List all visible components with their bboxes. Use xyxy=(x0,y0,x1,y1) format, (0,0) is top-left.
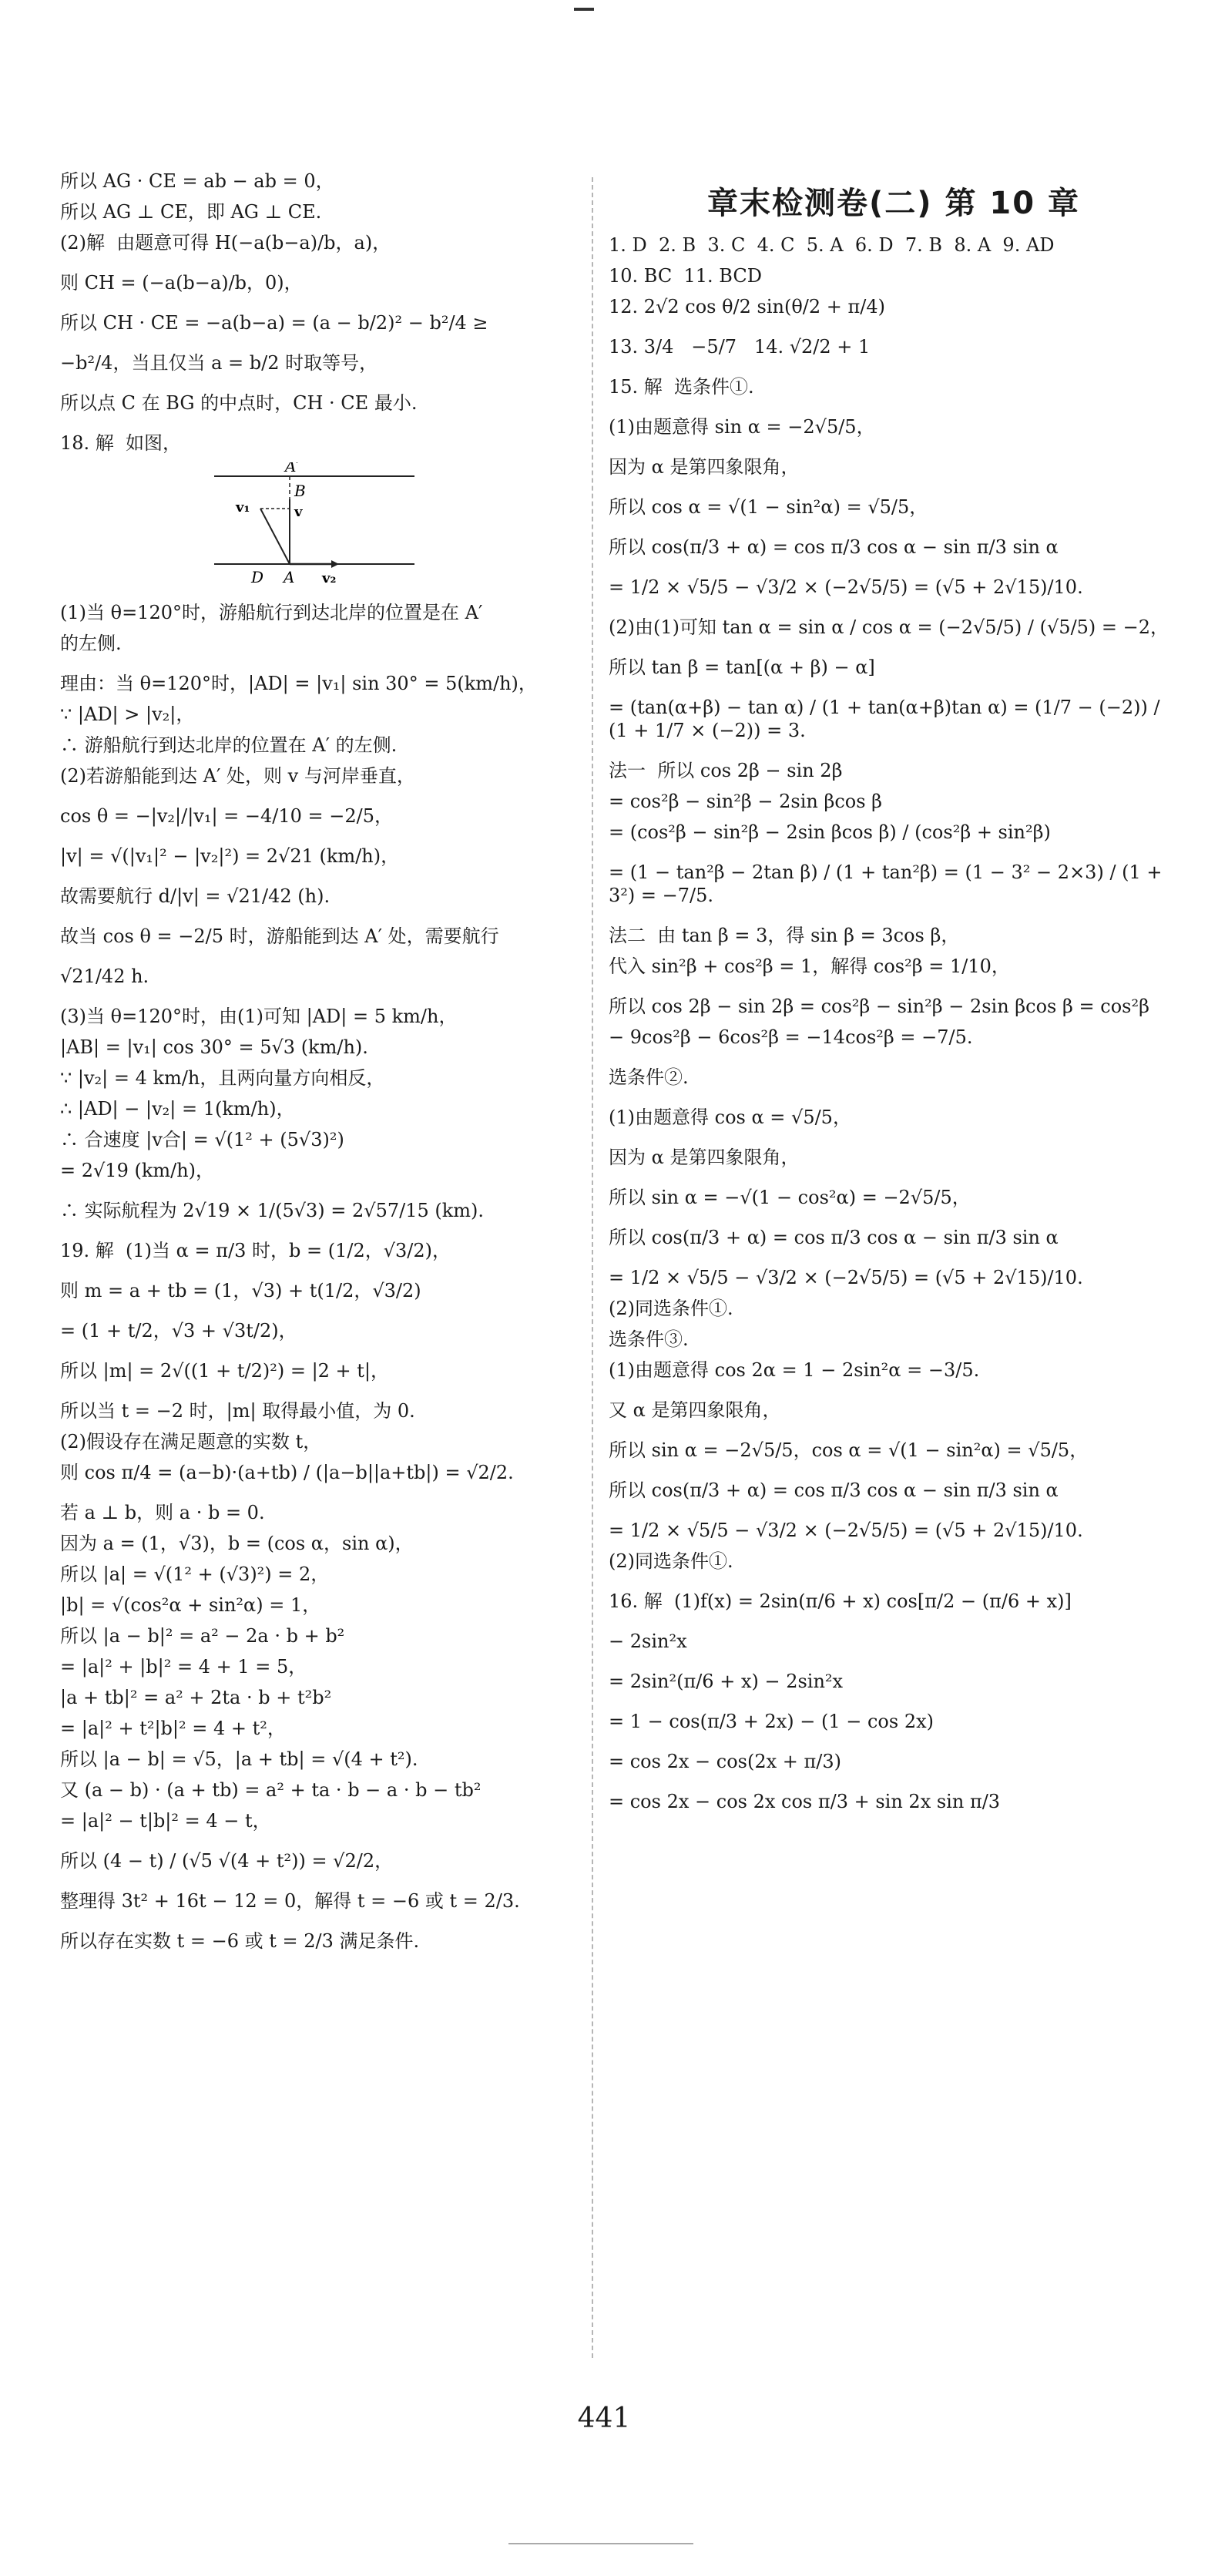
text-line: 所以 sin α = −√(1 − cos²α) = −2√5/5， xyxy=(609,1187,971,1208)
text-line: (2)解 由题意可得 H(−a(b−a)/b，a)， xyxy=(60,232,391,254)
text-line: 若 a ⊥ b，则 a · b = 0. xyxy=(60,1502,265,1523)
text-line: (2)同选条件①. xyxy=(609,1550,733,1572)
chapter-heading: 章末检测卷(二) 第 10 章 xyxy=(706,186,1080,221)
text-line: = 1 − cos(π/3 + 2x) − (1 − cos 2x) xyxy=(609,1711,934,1732)
label-b: B xyxy=(294,482,306,500)
text-line: = cos²β − sin²β − 2sin βcos β xyxy=(609,791,883,812)
text-line: = (1 − tan²β − 2tan β) / (1 + tan²β) = (1 − 3² − 2×3) / (1 + 3²) = −7/5. xyxy=(609,861,1169,906)
method-heading: 法一 所以 cos 2β − sin 2β xyxy=(609,760,843,781)
text-line: = (tan(α+β) − tan α) / (1 + tan(α+β)tan α) = (1/7 − (−2)) / (1 + 1/7 × (−2)) = 3. xyxy=(609,697,1166,741)
bottom-mark xyxy=(508,2543,693,2544)
text-line: 代入 sin²β + cos²β = 1，解得 cos²β = 1/10， xyxy=(609,956,1010,977)
text-line: 所以 cos(π/3 + α) = cos π/3 cos α − sin π/3 sin α xyxy=(609,1479,1059,1501)
text-line: (2)若游船能到达 A′ 处，则 v 与河岸垂直， xyxy=(60,765,415,787)
question-heading: 19. 解 (1)当 α = π/3 时，b = (1/2，√3/2)， xyxy=(60,1240,451,1261)
text-line: ∴ 合速度 |v合| = √(1² + (5√3)²) xyxy=(60,1129,344,1150)
text-line: 所以当 t = −2 时，|m| 取得最小值，为 0. xyxy=(60,1400,415,1422)
text-line: 则 CH = (−a(b−a)/b，0)， xyxy=(60,272,303,294)
text-line: 所以 CH · CE = −a(b−a) = (a − b/2)² − b²/4 ≥ xyxy=(60,312,488,334)
text-line: (2)假设存在满足题意的实数 t， xyxy=(60,1431,322,1453)
answer-line: 12. 2√2 cos θ/2 sin(θ/2 + π/4) xyxy=(609,296,886,317)
label-v2: v₂ xyxy=(322,570,337,586)
text-line: ∵ |v₂| = 4 km/h，且两向量方向相反， xyxy=(60,1067,385,1089)
text-line: 所以 AG ⊥ CE，即 AG ⊥ CE. xyxy=(60,201,322,223)
text-line: 的左侧. xyxy=(60,633,122,654)
text-line: |v| = √(|v₁|² − |v₂|²) = 2√21 (km/h)， xyxy=(60,845,400,867)
text-line: = 2sin²(π/6 + x) − 2sin²x xyxy=(609,1671,844,1692)
left-column xyxy=(60,170,584,1970)
text-line: 所以 |a| = √(1² + (√3)²) = 2， xyxy=(60,1563,330,1585)
text-line: = 1/2 × √5/5 − √3/2 × (−2√5/5) = (√5 + 2√15)/10. xyxy=(609,1267,1083,1288)
text-line: = |a|² − t|b|² = 4 − t， xyxy=(60,1810,271,1832)
text-line: 因为 α 是第四象限角， xyxy=(609,1147,800,1168)
right-column xyxy=(609,170,1179,1830)
text-line: = cos 2x − cos 2x cos π/3 + sin 2x sin π/3 xyxy=(609,1791,1001,1812)
question-heading: 18. 解 如图， xyxy=(60,432,182,454)
text-line: ∴ 实际航程为 2√19 × 1/(5√3) = 2√57/15 (km). xyxy=(60,1200,485,1221)
method-heading: 法二 由 tan β = 3，得 sin β = 3cos β， xyxy=(609,925,960,946)
text-line: = 2√19 (km/h)， xyxy=(60,1160,215,1181)
text-line: |a + tb|² = a² + 2ta · b + t²b² xyxy=(60,1687,332,1708)
text-line: 所以存在实数 t = −6 或 t = 2/3 满足条件. xyxy=(60,1930,420,1952)
column-divider xyxy=(592,177,593,2358)
text-line: ∴ 游船航行到达北岸的位置在 A′ 的左侧. xyxy=(60,734,398,756)
text-line: (1)由题意得 sin α = −2√5/5， xyxy=(609,416,875,438)
text-line: 所以点 C 在 BG 的中点时，CH · CE 最小. xyxy=(60,392,418,414)
answer-line: 13. 3/4 −5/7 14. √2/2 + 1 xyxy=(609,336,871,358)
text-line: = |a|² + |b|² = 4 + 1 = 5， xyxy=(60,1656,307,1678)
v1-vector xyxy=(260,509,290,564)
page-number: 441 xyxy=(577,2403,631,2434)
label-d: D xyxy=(251,568,264,586)
text-line: 所以 sin α = −2√5/5，cos α = √(1 − sin²α) = √5/5， xyxy=(609,1439,1089,1461)
text-line: 则 cos π/4 = (a−b)·(a+tb) / (|a−b||a+tb|) = √2/2. xyxy=(60,1462,514,1483)
text-line: 所以 |a − b| = √5，|a + tb| = √(4 + t²). xyxy=(60,1748,418,1770)
text-line: −b²/4，当且仅当 a = b/2 时取等号， xyxy=(60,352,378,374)
text-line: 整理得 3t² + 16t − 12 = 0，解得 t = −6 或 t = 2/3. xyxy=(60,1890,520,1912)
text-line: − 2sin²x xyxy=(609,1631,687,1652)
text-line: (1)由题意得 cos α = √5/5， xyxy=(609,1107,851,1128)
text-line: √21/42 h. xyxy=(60,966,149,987)
question-heading: 15. 解 选条件①. xyxy=(609,376,754,398)
text-line: ∴ |AD| − |v₂| = 1(km/h)， xyxy=(60,1098,295,1120)
text-line: 所以 cos 2β − sin 2β = cos²β − sin²β − 2sin βcos β = cos²β xyxy=(609,996,1149,1017)
text-line: 所以 (4 − t) / (√5 √(4 + t²)) = √2/2， xyxy=(60,1850,394,1872)
text-line: ∵ |AD| > |v₂|， xyxy=(60,704,195,725)
text-line: 所以 AG · CE = ab − ab = 0， xyxy=(60,170,334,192)
v2-arrowhead xyxy=(331,560,339,568)
text-line: 理由：当 θ=120°时，|AD| = |v₁| sin 30° = 5(km/h)， xyxy=(60,673,537,694)
text-line: (1)当 θ=120°时，游船航行到达北岸的位置是在 A′ xyxy=(60,602,483,623)
text-line: 因为 α 是第四象限角， xyxy=(609,456,800,478)
text-line: 又 (a − b) · (a + tb) = a² + ta · b − a · b − tb² xyxy=(60,1779,482,1801)
text-line: 所以 cos(π/3 + α) = cos π/3 cos α − sin π/3 sin α xyxy=(609,1227,1059,1248)
text-line: = (cos²β − sin²β − 2sin βcos β) / (cos²β + sin²β) xyxy=(609,821,1051,843)
text-line: 所以 tan β = tan[(α + β) − α] xyxy=(609,657,875,678)
text-line: 选条件②. xyxy=(609,1066,689,1088)
text-line: 故当 cos θ = −2/5 时，游船能到达 A′ 处，需要航行 xyxy=(60,925,499,947)
text-line: 故需要航行 d/|v| = √21/42 (h). xyxy=(60,885,331,907)
text-line: = (1 + t/2，√3 + √3t/2)， xyxy=(60,1320,297,1342)
text-line: |b| = √(cos²α + sin²α) = 1， xyxy=(60,1594,321,1616)
text-line: 所以 |a − b|² = a² − 2a · b + b² xyxy=(60,1625,345,1647)
text-line: (3)当 θ=120°时，由(1)可知 |AD| = 5 km/h， xyxy=(60,1006,458,1027)
answer-line: 10. BC 11. BCD xyxy=(609,265,762,287)
text-line: = 1/2 × √5/5 − √3/2 × (−2√5/5) = (√5 + 2√15)/10. xyxy=(609,576,1083,598)
question-heading: 16. 解 (1)f(x) = 2sin(π/6 + x) cos[π/2 − (π/6 + x)] xyxy=(609,1590,1072,1612)
text-line: = 1/2 × √5/5 − √3/2 × (−2√5/5) = (√5 + 2√15)/10. xyxy=(609,1520,1083,1541)
text-line: cos θ = −|v₂|/|v₁| = −4/10 = −2/5， xyxy=(60,805,394,827)
text-line: 则 m = a + tb = (1，√3) + t(1/2，√3/2) xyxy=(60,1280,421,1301)
text-line: |AB| = |v₁| cos 30° = 5√3 (km/h). xyxy=(60,1036,368,1058)
river-figure xyxy=(214,462,414,586)
text-line: (2)同选条件①. xyxy=(609,1298,733,1319)
text-line: 选条件③. xyxy=(609,1328,689,1350)
text-line: 所以 |m| = 2√((1 + t/2)²) = |2 + t|， xyxy=(60,1360,390,1382)
text-line: 所以 cos(π/3 + α) = cos π/3 cos α − sin π/3 sin α xyxy=(609,536,1059,558)
text-line: 因为 a = (1，√3)，b = (cos α，sin α)， xyxy=(60,1533,414,1554)
text-line: 又 α 是第四象限角， xyxy=(609,1399,781,1421)
label-a-prime: A′ xyxy=(285,462,300,475)
text-line: (2)由(1)可知 tan α = sin α / cos α = (−2√5/5) / (√5/5) = −2， xyxy=(609,616,1169,638)
label-v1: v₁ xyxy=(236,499,250,516)
text-line: = |a|² + t²|b|² = 4 + t²， xyxy=(60,1718,286,1739)
text-line: = cos 2x − cos(2x + π/3) xyxy=(609,1751,841,1772)
label-a: A xyxy=(284,568,295,586)
top-mark xyxy=(574,8,594,11)
text-line: (1)由题意得 cos 2α = 1 − 2sin²α = −3/5. xyxy=(609,1359,980,1381)
text-line: 所以 cos α = √(1 − sin²α) = √5/5， xyxy=(609,496,928,518)
label-v: v xyxy=(294,504,303,520)
answer-line: 1. D 2. B 3. C 4. C 5. A 6. D 7. B 8. A 9. AD xyxy=(609,234,1055,256)
river-diagram xyxy=(214,462,414,586)
text-line: − 9cos²β − 6cos²β = −14cos²β = −7/5. xyxy=(609,1026,973,1048)
